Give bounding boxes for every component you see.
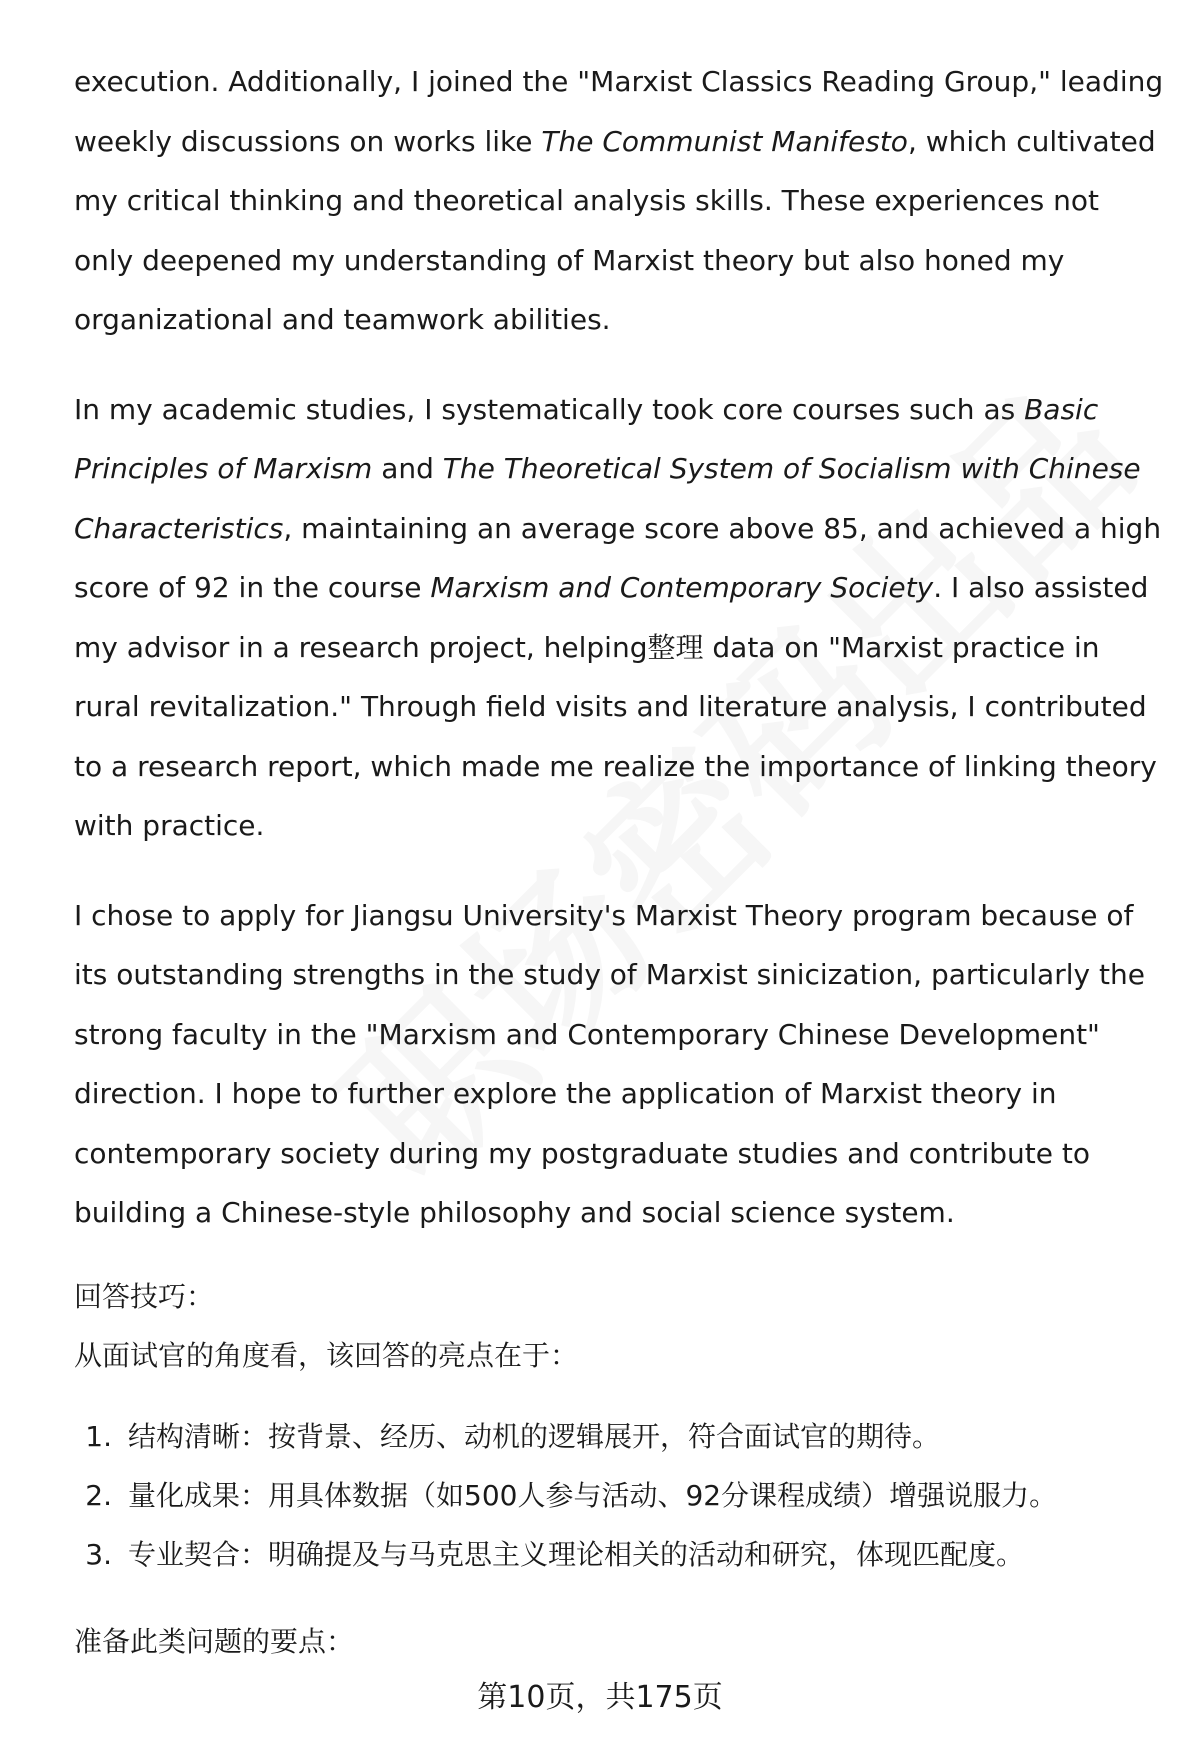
text-run: . I also assisted my advisor in a research project, helping整理 data on "Marxist practice in rural revitalization." Through field visits and literature analysis, I contributed to a research report, which made me realize the importance of linking theory with practice. <box>74 571 1157 842</box>
tips-list <box>74 1407 1164 1584</box>
text-run: and <box>372 452 443 485</box>
tips-heading: 回答技巧： <box>74 1279 215 1313</box>
prep-heading: 准备此类问题的要点： <box>74 1624 355 1658</box>
answer-tips-section <box>74 1267 1164 1671</box>
text-run: In my academic studies, I systematically took core courses such as <box>74 392 1025 426</box>
list-item <box>74 1466 1164 1525</box>
paragraph-activities <box>74 52 1164 350</box>
paragraph-motivation <box>74 886 1164 1243</box>
italic-title-run: The Communist Manifesto <box>541 124 908 158</box>
text-run: execution. Additionally, I joined the "Marxist Classics Reading Group," leading weekly discussions on works like <box>74 65 1164 158</box>
list-item-text: 专业契合：明确提及与马克思主义理论相关的活动和研究，体现匹配度。 <box>128 1537 1025 1571</box>
list-number: 2. <box>85 1478 112 1512</box>
list-item <box>74 1525 1164 1584</box>
list-item-text: 量化成果：用具体数据（如500人参与活动、92分课程成绩）增强说服力。 <box>128 1478 1058 1512</box>
italic-title-run: Marxism and Contemporary Society <box>430 571 934 604</box>
italic-title-run: The Theoretical System of Socialism with Chinese Characteristics <box>74 452 1141 545</box>
list-number: 3. <box>85 1537 112 1571</box>
list-item <box>74 1407 1164 1466</box>
list-item-text: 结构清晰：按背景、经历、动机的逻辑展开，符合面试官的期待。 <box>128 1419 941 1453</box>
text-run: I chose to apply for Jiangsu University's Marxist Theory program because of its outstanding strengths in the study of Marxist sinicization, particularly the strong faculty in the "Marxism and Contemporary Chinese Development" direction. I hope to further explore the application of Marxist theory in contemporary society during my postgraduate studies and contribute to building a Chinese-style philosophy and social science system. <box>74 898 1145 1229</box>
page-content <box>74 52 1164 1671</box>
paragraph-academics <box>74 380 1164 856</box>
text-run: , which cultivated my critical thinking and theoretical analysis skills. These experiences not only deepened my understanding of Marxist theory but also honed my organizational and teamwork abilities. <box>74 124 1156 336</box>
italic-title-run: Basic Principles of Marxism <box>74 392 1099 485</box>
tips-subheading: 从面试官的角度看，该回答的亮点在于： <box>74 1338 579 1372</box>
page-footer: 第10页，共175页 <box>477 1680 723 1715</box>
list-number: 1. <box>85 1419 112 1453</box>
text-run: , maintaining an average score above 85, and achieved a high score of 92 in the course <box>74 511 1162 604</box>
